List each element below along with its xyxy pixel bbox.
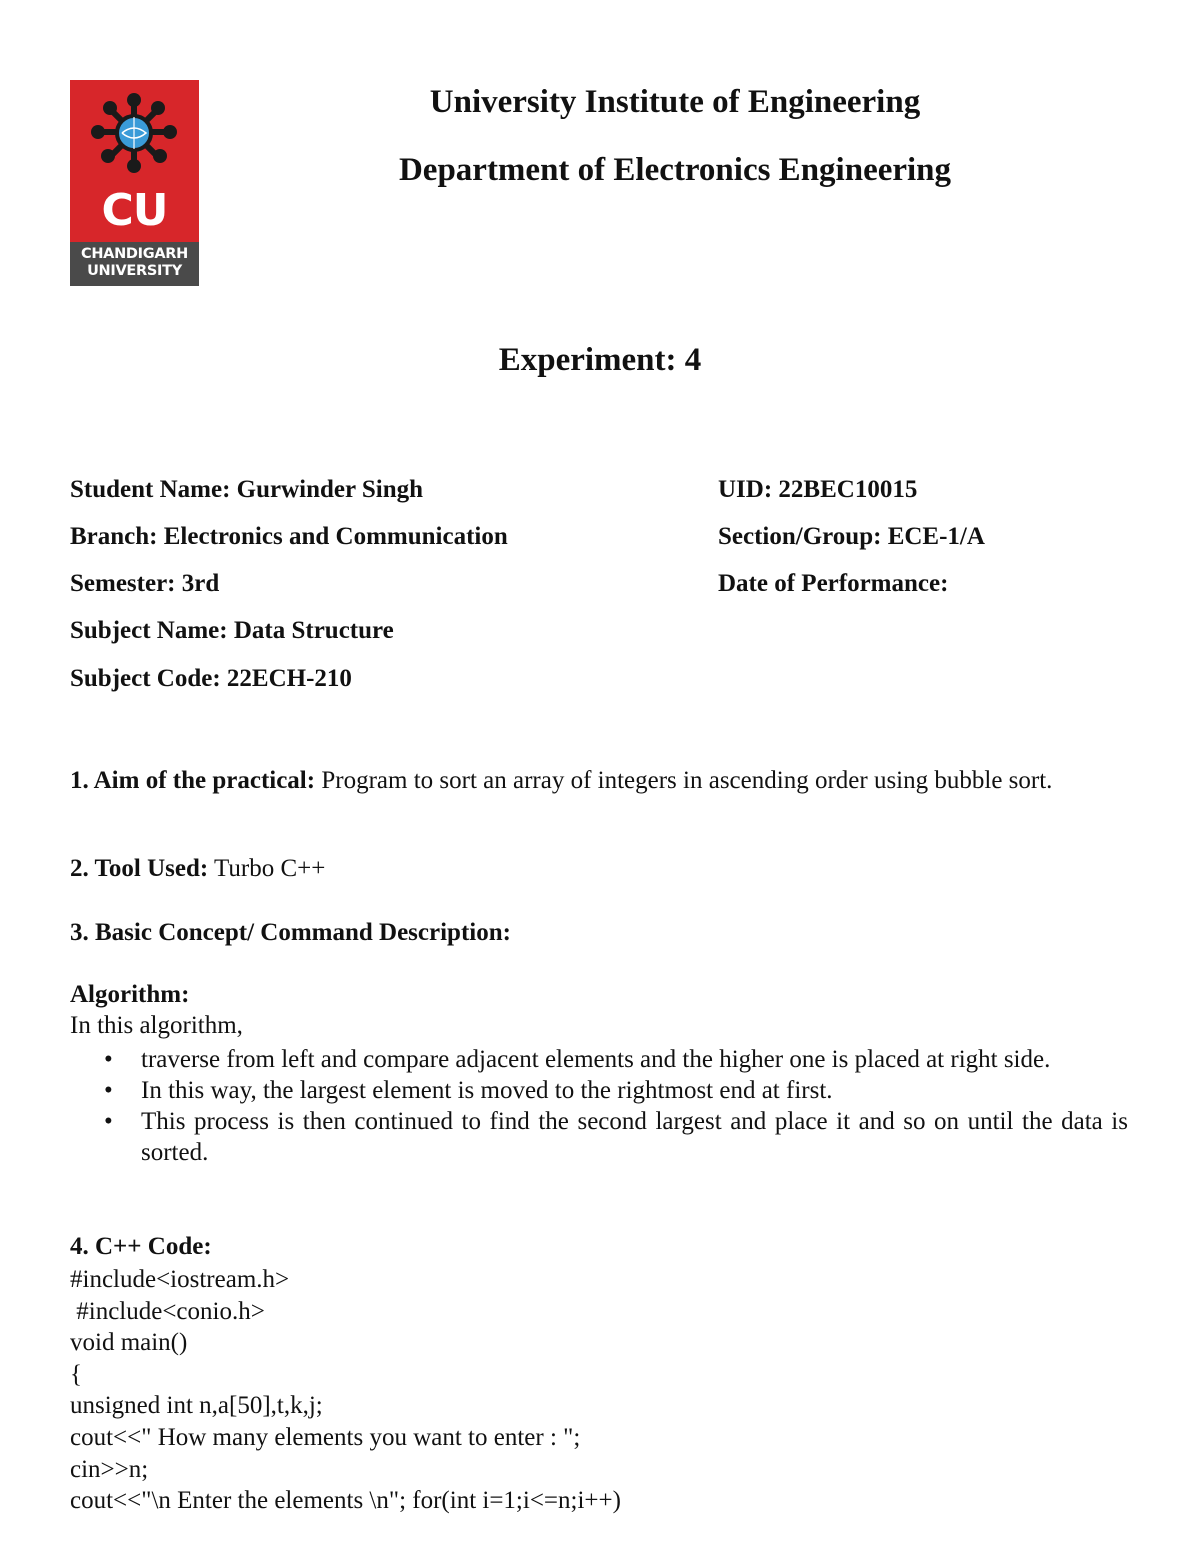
tool-label: 2. Tool Used:: [70, 855, 209, 882]
code-line: cout<<"\n Enter the elements \n"; for(int i=1;i<=n;i++): [70, 1487, 621, 1515]
chandigarh-university-logo: [70, 80, 199, 286]
list-item: • traverse from left and compare adjacent elements and the higher one is placed at right side.: [70, 1044, 1128, 1075]
concept-heading-text: 3. Basic Concept/ Command Description:: [70, 919, 511, 946]
tool-text: Turbo C++: [208, 855, 326, 882]
aim-section: [70, 762, 1140, 799]
algorithm-steps: [70, 1044, 1128, 1168]
code-line: cin>>n;: [70, 1455, 149, 1483]
code-line: #include<conio.h>: [70, 1297, 265, 1325]
list-item: • This process is then continued to find the second largest and place it and so on until the data is sorted.: [70, 1106, 1128, 1168]
tool-section: [70, 854, 325, 884]
uid: UID: 22BEC10015: [718, 476, 918, 503]
logo-abbreviation: CU: [101, 185, 168, 236]
branch: Branch: Electronics and Communication: [70, 523, 508, 550]
university-emblem-icon: [84, 88, 184, 178]
code-line: {: [70, 1360, 82, 1388]
section-group: Section/Group: ECE-1/A: [718, 523, 985, 550]
logo-name-band: [70, 242, 199, 286]
subject-name: Subject Name: Data Structure: [70, 617, 394, 644]
student-name: Student Name: Gurwinder Singh: [70, 476, 424, 503]
department-title: Department of Electronics Engineering: [398, 152, 952, 188]
logo-name-line-1: CHANDIGARH: [81, 246, 188, 262]
subject-code: Subject Code: 22ECH-210: [70, 665, 352, 692]
semester: Semester: 3rd: [70, 570, 220, 597]
algorithm-heading: [70, 980, 189, 1010]
aim-text: Program to sort an array of integers in ascending order using bubble sort.: [315, 767, 1053, 794]
logo-name-line-2: UNIVERSITY: [87, 263, 182, 279]
experiment-title: Experiment: 4: [498, 342, 702, 378]
algorithm-heading-text: Algorithm:: [70, 981, 190, 1008]
aim-label: 1. Aim of the practical:: [70, 767, 316, 794]
code-line: unsigned int n,a[50],t,k,j;: [70, 1392, 323, 1420]
code-line: cout<<" How many elements you want to enter : ";: [70, 1423, 581, 1451]
list-item: • In this way, the largest element is moved to the rightmost end at first.: [70, 1075, 1128, 1106]
algorithm-intro: In this algorithm,: [70, 1012, 243, 1039]
institute-title: University Institute of Engineering: [429, 84, 921, 120]
code-line: #include<iostream.h>: [70, 1266, 290, 1293]
code-block: [70, 1264, 621, 1517]
code-heading: [70, 1232, 212, 1262]
date-of-performance: Date of Performance:: [718, 570, 949, 597]
code-heading-text: 4. C++ Code:: [70, 1233, 212, 1260]
code-line: void main(): [70, 1329, 188, 1357]
concept-heading: [70, 918, 511, 948]
